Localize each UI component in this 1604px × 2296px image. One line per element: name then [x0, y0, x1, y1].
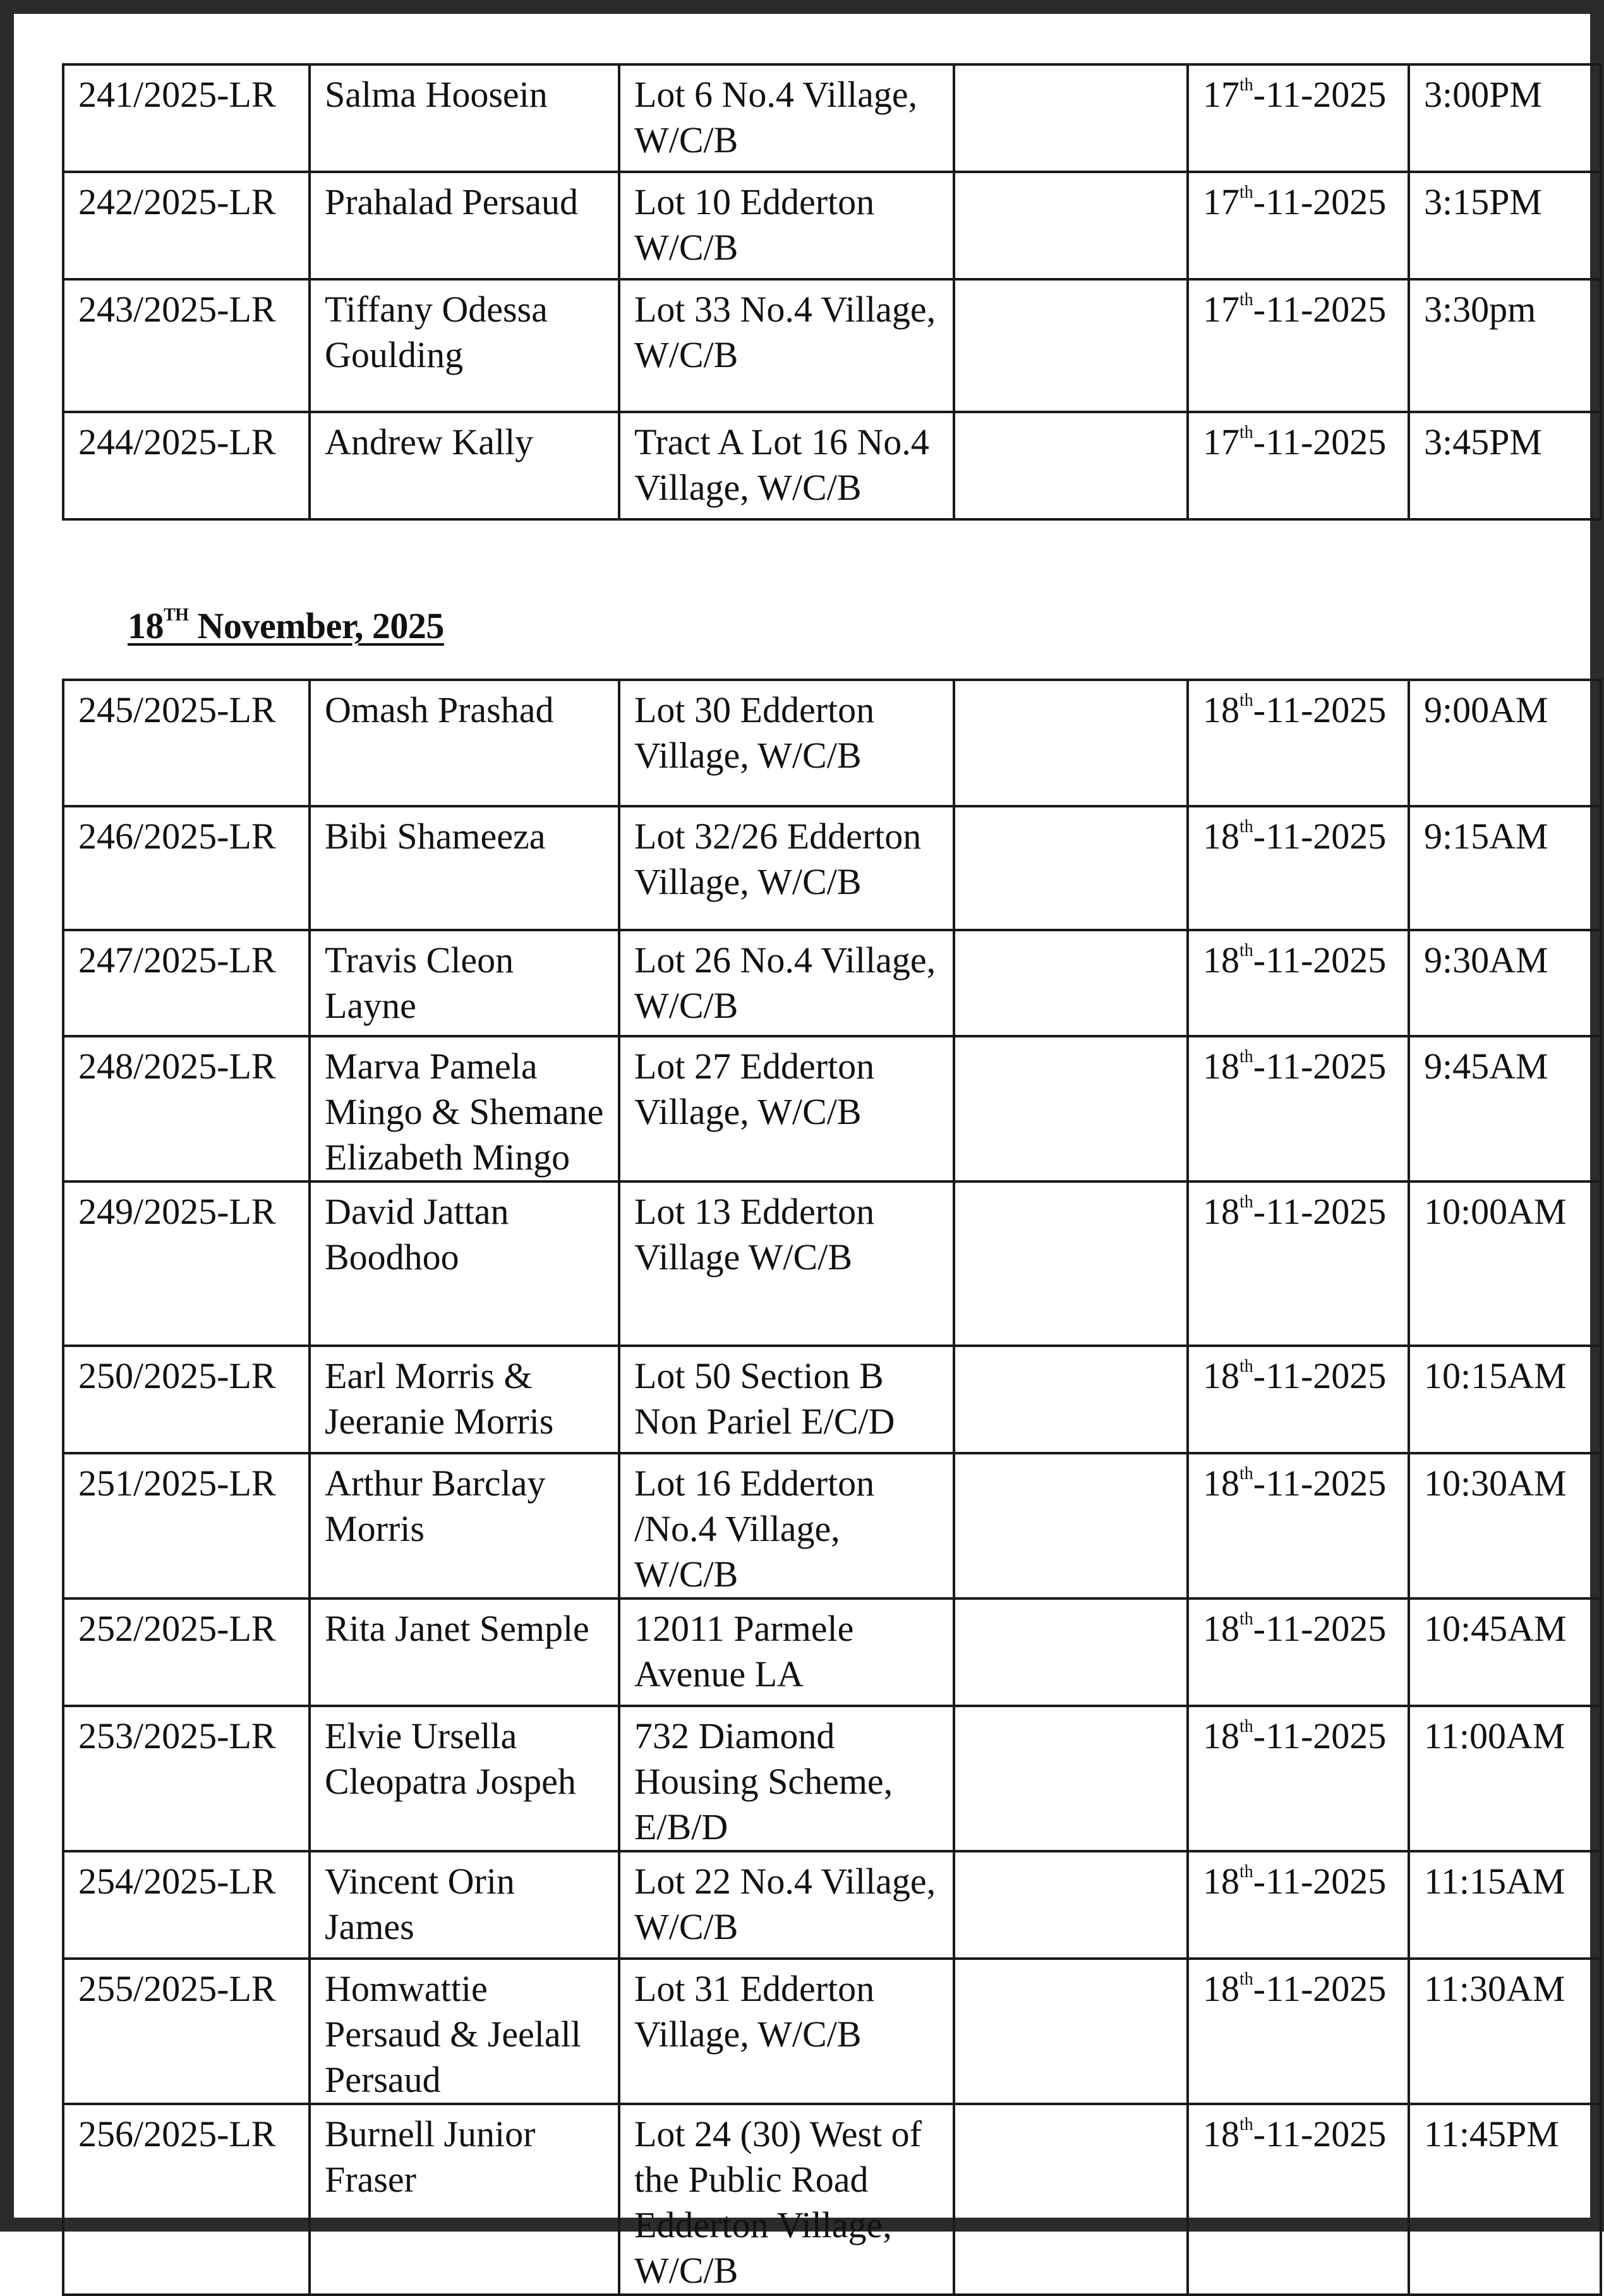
- date-day: 18: [1203, 1191, 1239, 1232]
- date-day: 17: [1203, 421, 1239, 462]
- date-day: 17: [1203, 181, 1239, 222]
- heading-day: 18: [128, 605, 164, 646]
- date-month-year: -11-2025: [1253, 940, 1387, 981]
- date-month-year: -11-2025: [1253, 2113, 1387, 2154]
- table-body: [63, 64, 1601, 519]
- section-heading-date: [128, 605, 444, 647]
- table-row: [63, 1598, 1601, 1706]
- hearing-time-cell: 10:15AM: [1409, 1346, 1601, 1453]
- property-address-cell: Lot 26 No.4 Village, W/C/B: [619, 930, 954, 1036]
- applicant-name-cell: Homwattie Persaud & Jeelall Persaud: [310, 1959, 619, 2104]
- hearing-date-cell: [1188, 2104, 1409, 2295]
- date-month-year: -11-2025: [1253, 181, 1387, 222]
- date-ordinal: th: [1239, 290, 1253, 310]
- date-ordinal: th: [1239, 691, 1253, 710]
- blank-cell: [954, 1453, 1188, 1598]
- hearing-time-cell: 10:00AM: [1409, 1181, 1601, 1346]
- blank-cell: [954, 1851, 1188, 1959]
- date-day: 18: [1203, 1861, 1239, 1902]
- case-number-cell: 256/2025-LR: [63, 2104, 310, 2295]
- property-address-cell: Lot 22 No.4 Village, W/C/B: [619, 1851, 954, 1959]
- date-ordinal: th: [1239, 183, 1253, 202]
- property-address-cell: Lot 32/26 Edderton Village, W/C/B: [619, 806, 954, 930]
- date-ordinal: th: [1239, 423, 1253, 442]
- applicant-name-cell: Salma Hoosein: [310, 64, 619, 172]
- date-ordinal: th: [1239, 1464, 1253, 1483]
- hearing-time-cell: 10:45AM: [1409, 1598, 1601, 1706]
- hearing-date-cell: [1188, 1181, 1409, 1346]
- date-ordinal: th: [1239, 1609, 1253, 1629]
- applicant-name-cell: Andrew Kally: [310, 412, 619, 519]
- table-row: [63, 1706, 1601, 1851]
- table-row: [63, 2104, 1601, 2295]
- date-ordinal: th: [1239, 1717, 1253, 1736]
- applicant-name-cell: Elvie Ursella Cleopatra Jospeh: [310, 1706, 619, 1851]
- date-day: 18: [1203, 1968, 1239, 2009]
- heading-ordinal: TH: [164, 605, 189, 625]
- case-number-cell: 253/2025-LR: [63, 1706, 310, 1851]
- applicant-name-cell: Earl Morris & Jeeranie Morris: [310, 1346, 619, 1453]
- case-number-cell: 250/2025-LR: [63, 1346, 310, 1453]
- date-day: 18: [1203, 2113, 1239, 2154]
- case-number-cell: 245/2025-LR: [63, 680, 310, 806]
- hearing-time-cell: 10:30AM: [1409, 1453, 1601, 1598]
- applicant-name-cell: Arthur Barclay Morris: [310, 1453, 619, 1598]
- date-day: 18: [1203, 816, 1239, 857]
- blank-cell: [954, 1346, 1188, 1453]
- property-address-cell: Lot 50 Section B Non Pariel E/C/D: [619, 1346, 954, 1453]
- date-day: 17: [1203, 289, 1239, 330]
- date-ordinal: th: [1239, 1356, 1253, 1376]
- hearing-date-cell: [1188, 64, 1409, 172]
- date-month-year: -11-2025: [1253, 74, 1387, 115]
- case-number-cell: 244/2025-LR: [63, 412, 310, 519]
- hearing-date-cell: [1188, 1453, 1409, 1598]
- date-day: 18: [1203, 1715, 1239, 1756]
- hearing-time-cell: 9:45AM: [1409, 1036, 1601, 1181]
- date-month-year: -11-2025: [1253, 1861, 1387, 1902]
- blank-cell: [954, 1959, 1188, 2104]
- table-row: [63, 279, 1601, 412]
- hearing-time-cell: 11:15AM: [1409, 1851, 1601, 1959]
- date-month-year: -11-2025: [1253, 689, 1387, 730]
- hearing-date-cell: [1188, 1959, 1409, 2104]
- blank-cell: [954, 279, 1188, 412]
- hearing-date-cell: [1188, 1706, 1409, 1851]
- applicant-name-cell: Prahalad Persaud: [310, 172, 619, 279]
- blank-cell: [954, 64, 1188, 172]
- date-month-year: -11-2025: [1253, 816, 1387, 857]
- case-number-cell: 254/2025-LR: [63, 1851, 310, 1959]
- blank-cell: [954, 2104, 1188, 2295]
- property-address-cell: Lot 10 Edderton W/C/B: [619, 172, 954, 279]
- date-day: 18: [1203, 940, 1239, 981]
- case-number-cell: 243/2025-LR: [63, 279, 310, 412]
- property-address-cell: Lot 33 No.4 Village, W/C/B: [619, 279, 954, 412]
- date-day: 18: [1203, 689, 1239, 730]
- table-row: [63, 1453, 1601, 1598]
- date-day: 18: [1203, 1355, 1239, 1396]
- date-ordinal: th: [1239, 941, 1253, 960]
- blank-cell: [954, 930, 1188, 1036]
- hearing-time-cell: 9:00AM: [1409, 680, 1601, 806]
- blank-cell: [954, 1706, 1188, 1851]
- property-address-cell: Lot 27 Edderton Village, W/C/B: [619, 1036, 954, 1181]
- hearing-date-cell: [1188, 1036, 1409, 1181]
- case-number-cell: 242/2025-LR: [63, 172, 310, 279]
- date-ordinal: th: [1239, 2115, 1253, 2134]
- property-address-cell: Lot 6 No.4 Village, W/C/B: [619, 64, 954, 172]
- hearing-time-cell: 11:00AM: [1409, 1706, 1601, 1851]
- hearing-time-cell: 11:30AM: [1409, 1959, 1601, 2104]
- date-ordinal: th: [1239, 1192, 1253, 1212]
- hearing-time-cell: 3:00PM: [1409, 64, 1601, 172]
- hearing-time-cell: 3:30pm: [1409, 279, 1601, 412]
- date-ordinal: th: [1239, 1047, 1253, 1066]
- case-number-cell: 252/2025-LR: [63, 1598, 310, 1706]
- table-row: [63, 1181, 1601, 1346]
- property-address-cell: Lot 24 (30) West of the Public Road Edderton Village, W/C/B: [619, 2104, 954, 2295]
- applicant-name-cell: Tiffany Odessa Goulding: [310, 279, 619, 412]
- table-row: [63, 806, 1601, 930]
- date-month-year: -11-2025: [1253, 421, 1387, 462]
- hearing-time-cell: 3:45PM: [1409, 412, 1601, 519]
- date-day: 18: [1203, 1463, 1239, 1504]
- blank-cell: [954, 172, 1188, 279]
- heading-month-year: November, 2025: [188, 605, 444, 646]
- table-row: [63, 1036, 1601, 1181]
- hearing-time-cell: 9:30AM: [1409, 930, 1601, 1036]
- blank-cell: [954, 412, 1188, 519]
- hearing-date-cell: [1188, 172, 1409, 279]
- table-row: [63, 680, 1601, 806]
- date-month-year: -11-2025: [1253, 1715, 1387, 1756]
- hearing-date-cell: [1188, 1346, 1409, 1453]
- applicant-name-cell: David Jattan Boodhoo: [310, 1181, 619, 1346]
- hearing-schedule-table-18th: [62, 679, 1602, 2296]
- table-row: [63, 64, 1601, 172]
- case-number-cell: 249/2025-LR: [63, 1181, 310, 1346]
- date-day: 17: [1203, 74, 1239, 115]
- table-body: [63, 680, 1601, 2295]
- hearing-time-cell: 11:45PM: [1409, 2104, 1601, 2295]
- hearing-date-cell: [1188, 806, 1409, 930]
- date-ordinal: th: [1239, 1862, 1253, 1882]
- case-number-cell: 251/2025-LR: [63, 1453, 310, 1598]
- blank-cell: [954, 680, 1188, 806]
- blank-cell: [954, 1598, 1188, 1706]
- hearing-date-cell: [1188, 680, 1409, 806]
- hearing-date-cell: [1188, 412, 1409, 519]
- blank-cell: [954, 806, 1188, 930]
- property-address-cell: Lot 30 Edderton Village, W/C/B: [619, 680, 954, 806]
- table-row: [63, 412, 1601, 519]
- applicant-name-cell: Marva Pamela Mingo & Shemane Elizabeth Mingo: [310, 1036, 619, 1181]
- date-ordinal: th: [1239, 75, 1253, 95]
- case-number-cell: 248/2025-LR: [63, 1036, 310, 1181]
- date-month-year: -11-2025: [1253, 1046, 1387, 1087]
- table-row: [63, 1959, 1601, 2104]
- date-month-year: -11-2025: [1253, 1968, 1387, 2009]
- applicant-name-cell: Vincent Orin James: [310, 1851, 619, 1959]
- case-number-cell: 246/2025-LR: [63, 806, 310, 930]
- property-address-cell: Lot 31 Edderton Village, W/C/B: [619, 1959, 954, 2104]
- hearing-date-cell: [1188, 1851, 1409, 1959]
- applicant-name-cell: Rita Janet Semple: [310, 1598, 619, 1706]
- blank-cell: [954, 1181, 1188, 1346]
- hearing-time-cell: 9:15AM: [1409, 806, 1601, 930]
- property-address-cell: Lot 16 Edderton /No.4 Village, W/C/B: [619, 1453, 954, 1598]
- hearing-date-cell: [1188, 930, 1409, 1036]
- date-ordinal: th: [1239, 1969, 1253, 1989]
- case-number-cell: 255/2025-LR: [63, 1959, 310, 2104]
- table-row: [63, 1346, 1601, 1453]
- date-month-year: -11-2025: [1253, 1355, 1387, 1396]
- date-month-year: -11-2025: [1253, 1608, 1387, 1649]
- date-month-year: -11-2025: [1253, 289, 1387, 330]
- blank-cell: [954, 1036, 1188, 1181]
- table-row: [63, 172, 1601, 279]
- table-row: [63, 1851, 1601, 1959]
- case-number-cell: 241/2025-LR: [63, 64, 310, 172]
- property-address-cell: 12011 Parmele Avenue LA: [619, 1598, 954, 1706]
- case-number-cell: 247/2025-LR: [63, 930, 310, 1036]
- date-day: 18: [1203, 1046, 1239, 1087]
- date-day: 18: [1203, 1608, 1239, 1649]
- hearing-date-cell: [1188, 279, 1409, 412]
- applicant-name-cell: Bibi Shameeza: [310, 806, 619, 930]
- applicant-name-cell: Omash Prashad: [310, 680, 619, 806]
- applicant-name-cell: Travis Cleon Layne: [310, 930, 619, 1036]
- date-month-year: -11-2025: [1253, 1463, 1387, 1504]
- property-address-cell: Tract A Lot 16 No.4 Village, W/C/B: [619, 412, 954, 519]
- property-address-cell: Lot 13 Edderton Village W/C/B: [619, 1181, 954, 1346]
- property-address-cell: 732 Diamond Housing Scheme, E/B/D: [619, 1706, 954, 1851]
- date-month-year: -11-2025: [1253, 1191, 1387, 1232]
- date-ordinal: th: [1239, 817, 1253, 837]
- applicant-name-cell: Burnell Junior Fraser: [310, 2104, 619, 2295]
- hearing-schedule-table-17th: [62, 63, 1602, 521]
- table-row: [63, 930, 1601, 1036]
- hearing-time-cell: 3:15PM: [1409, 172, 1601, 279]
- hearing-date-cell: [1188, 1598, 1409, 1706]
